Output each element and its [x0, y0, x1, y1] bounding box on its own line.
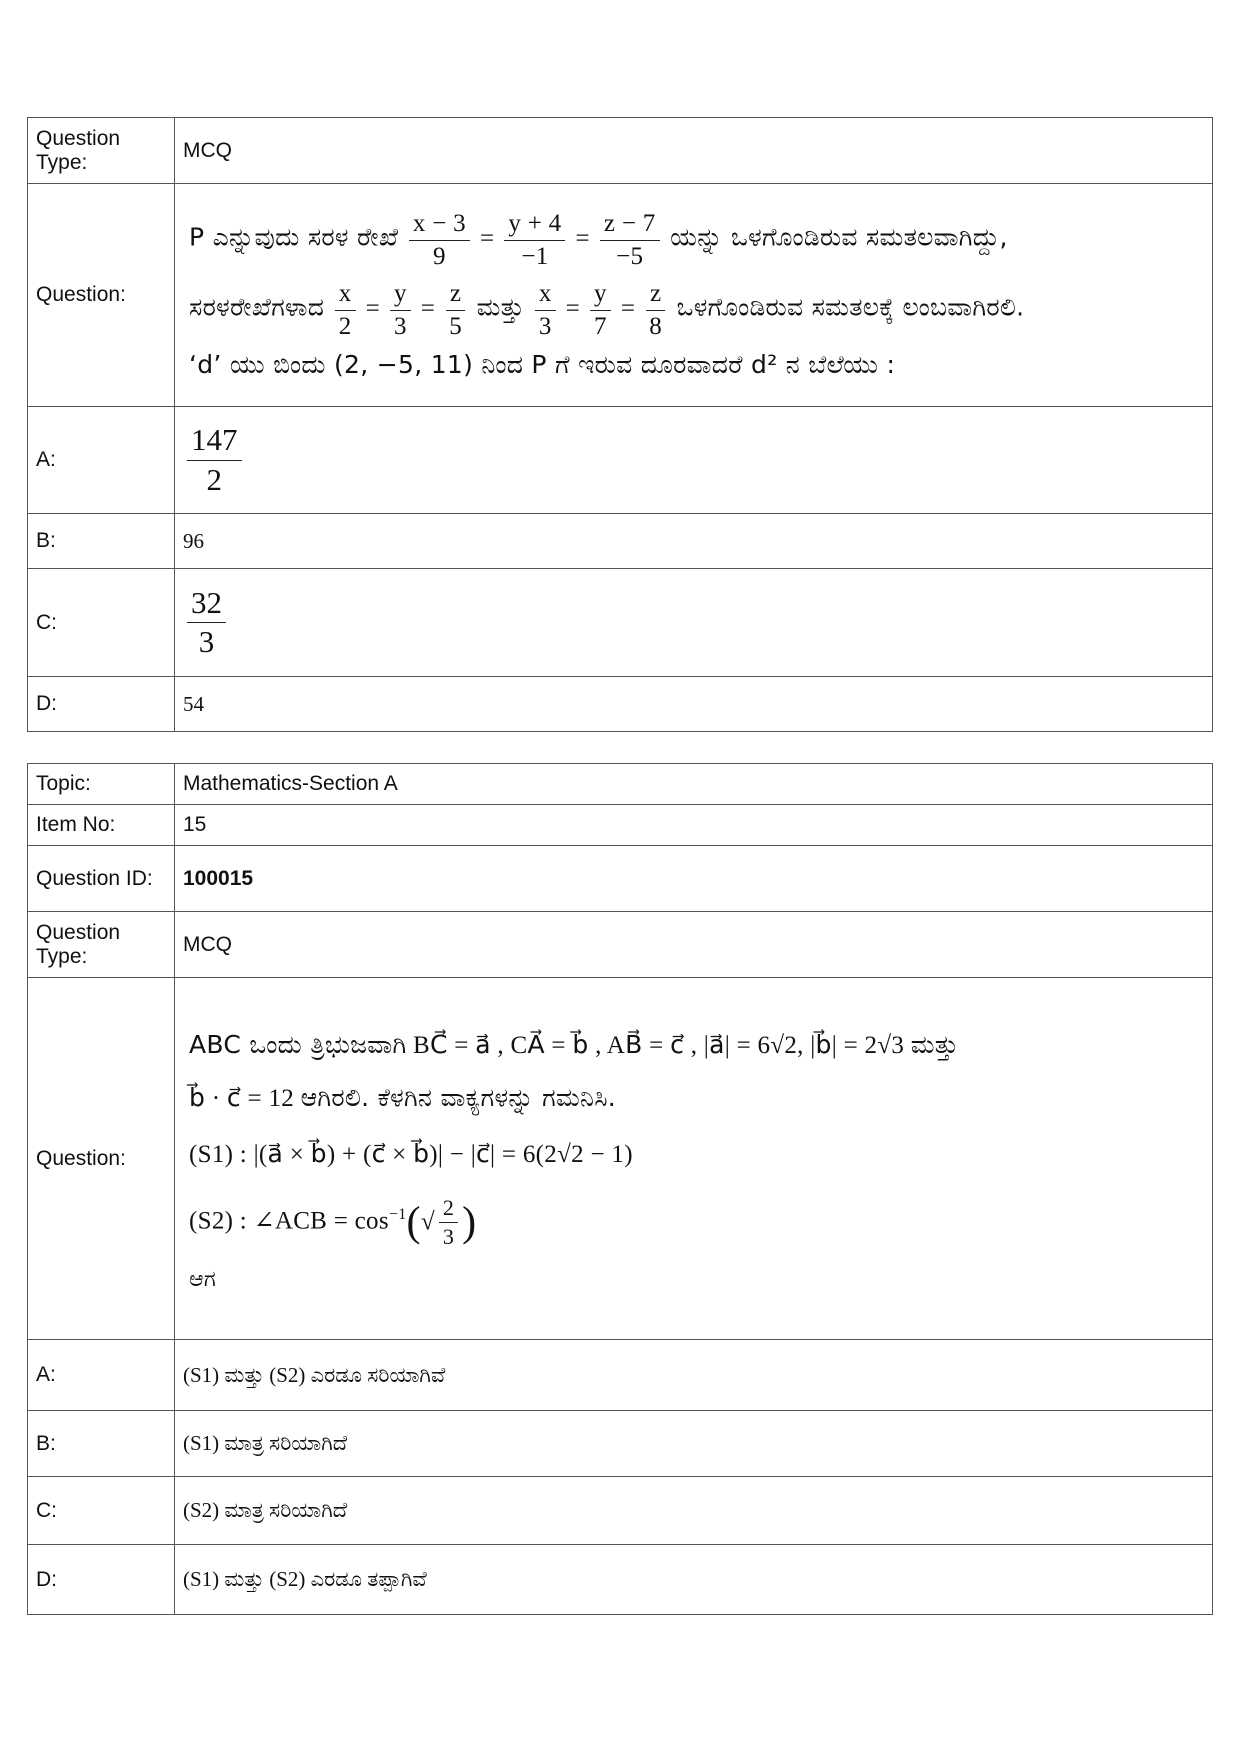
fraction: $\frac{x - 3}{9}$ [409, 210, 470, 270]
question-table-2 [27, 763, 1213, 1615]
option-a-2: (S1) ಮತ್ತು (S2) ಎರಡೂ ಸರಿಯಾಗಿವೆ [175, 1340, 1213, 1411]
label-option-c-2: C: [28, 1477, 175, 1545]
fraction: $\frac{z}{5}$ [445, 280, 466, 340]
fraction: $\frac{y}{7}$ [590, 280, 611, 340]
label-question-2: Question: [28, 978, 175, 1340]
label-question-id: Question ID: [28, 846, 175, 912]
label-question: Question: [28, 184, 175, 407]
fraction: $\frac{x}{3}$ [535, 280, 556, 340]
option-c [175, 569, 1213, 677]
item-no-value: 15 [175, 805, 1213, 846]
question-table-1 [27, 117, 1213, 732]
q2-line-2: b⃗ · c⃗ = 12 ಆಗಿರಲಿ. ಕೆಳಗಿನ ವಾಕ್ಯಗಳನ್ನು ಗಮನಿಸಿ. [189, 1082, 617, 1112]
fraction: $\frac{z - 7}{-5}$ [600, 210, 660, 270]
statement-s2: (S2) : ∠ACB = $\cos^{-1}(√$ $\frac{2}{3}$ ) [189, 1194, 477, 1249]
option-d-2: (S1) ಮತ್ತು (S2) ಎರಡೂ ತಪ್ಪಾಗಿವೆ [175, 1545, 1213, 1615]
option-a [175, 407, 1213, 514]
statement-s1: (S1) : |(a⃗ × b⃗) + (c⃗ × b⃗)| − |c⃗| = 6(2√2 − 1) [189, 1140, 633, 1168]
label-option-d: D: [28, 677, 175, 732]
fraction: $\frac{z}{8}$ [645, 280, 666, 340]
label-topic: Topic: [28, 764, 175, 805]
option-b: 96 [175, 514, 1213, 569]
label-option-d-2: D: [28, 1545, 175, 1615]
option-b-2: (S1) ಮಾತ್ರ ಸರಿಯಾಗಿದೆ [175, 1411, 1213, 1477]
label-option-a: A: [28, 407, 175, 514]
question-body-2 [175, 978, 1213, 1340]
question-type-value-2: MCQ [175, 912, 1213, 978]
sqrt-fraction: $\frac{2}{3}$ [439, 1196, 458, 1249]
label-question-type: Question Type: [28, 118, 175, 184]
label-option-c: C: [28, 569, 175, 677]
fraction: $\frac{y}{3}$ [390, 280, 411, 340]
fraction: $\frac{x}{2}$ [335, 280, 356, 340]
option-c-2: (S2) ಮಾತ್ರ ಸರಿಯಾಗಿದೆ [175, 1477, 1213, 1545]
option-c-fraction: $\frac{32}{3}$ [187, 586, 226, 659]
then-text: ಆಗ [189, 1266, 217, 1292]
question-line-1: P ಎನ್ನುವುದು ಸರಳ ರೇಖೆ $\frac{x - 3}{9}$ = $\frac{y + 4}{-1}$ = $\frac{z - 7}{-5}$ ಯನ್ನು ಒಳಗೊಂಡಿರುವ ಸಮತಲವಾಗಿದ್ದು, [189, 210, 1008, 270]
label-option-a-2: A: [28, 1340, 175, 1411]
label-option-b-2: B: [28, 1411, 175, 1477]
label-item-no: Item No: [28, 805, 175, 846]
label-question-type-2: Question Type: [28, 912, 175, 978]
question-body [175, 184, 1213, 407]
label-option-b: B: [28, 514, 175, 569]
q2-line-1: ABC ಒಂದು ತ್ರಿಭುಜವಾಗಿ BC⃗ = a⃗ , CA⃗ = b⃗ , AB⃗ = c⃗ , |a⃗| = 6√2, |b⃗| = 2√3 ಮತ್ತು [189, 1029, 959, 1059]
question-type-value: MCQ [175, 118, 1213, 184]
fraction: $\frac{y + 4}{-1}$ [504, 210, 565, 270]
question-line-3: ‘d’ ಯು ಬಿಂದು (2, −5, 11) ನಿಂದ P ಗೆ ಇರುವ ದೂರವಾದರೆ d² ನ ಬೆಲೆಯು : [189, 350, 896, 379]
question-id-value: 100015 [175, 846, 1213, 912]
option-d: 54 [175, 677, 1213, 732]
topic-value: Mathematics-Section A [175, 764, 1213, 805]
option-a-fraction: $\frac{147}{2}$ [187, 423, 242, 496]
question-line-2: ಸರಳರೇಖೆಗಳಾದ $\frac{x}{2}$ = $\frac{y}{3}$ = $\frac{z}{5}$ ಮತ್ತು $\frac{x}{3}$ = $\frac{y}{7}$ = $\frac{z}{8}$ ಒಳಗೊಂಡಿರುವ ಸಮತಲಕ್ಕೆ ಲಂಬವಾಗಿರಲಿ. [189, 280, 1025, 340]
